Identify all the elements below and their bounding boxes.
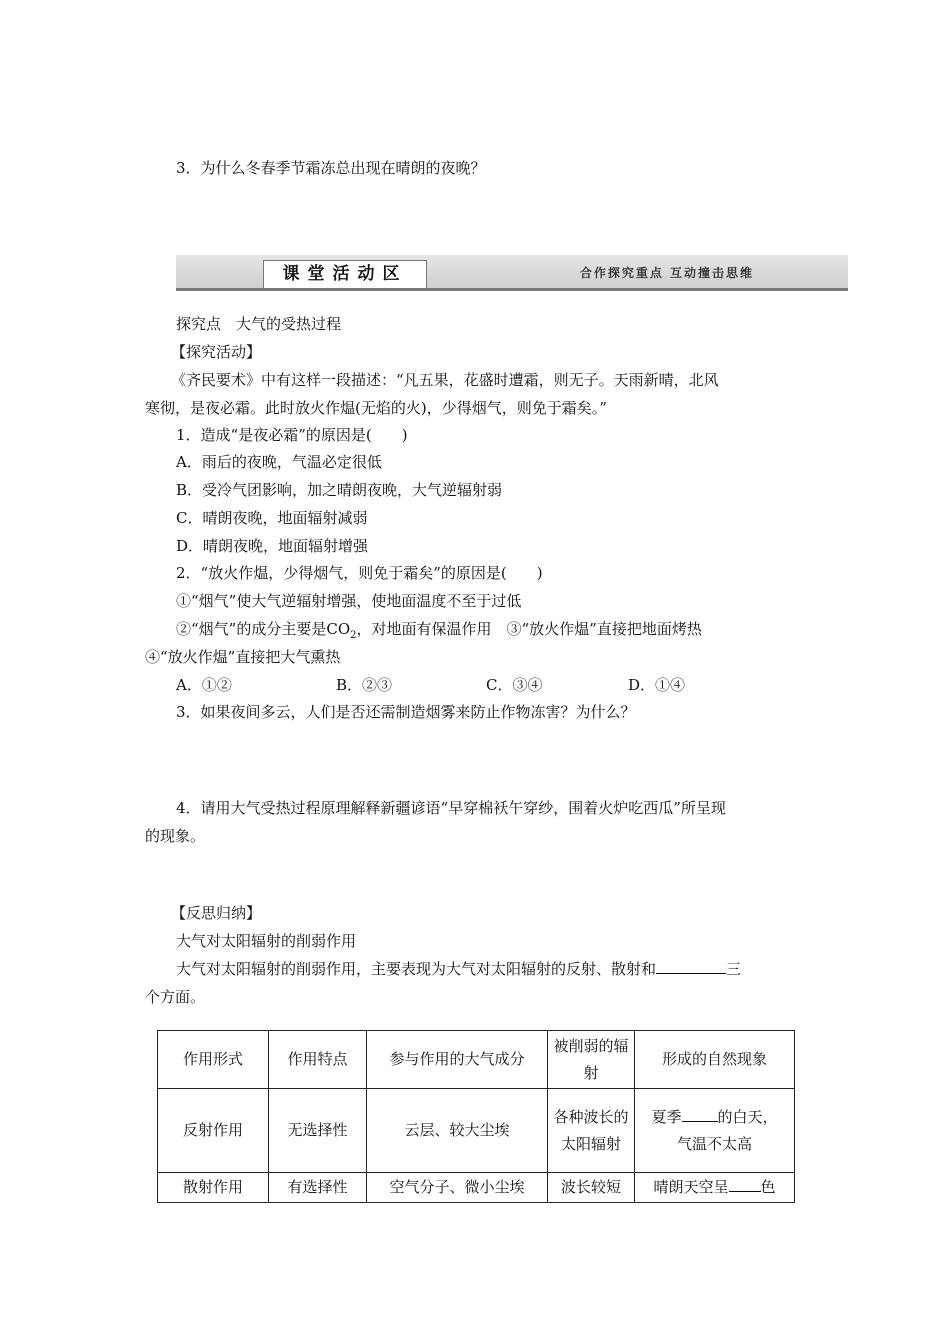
table-header-cell: 作用形式 <box>158 1031 269 1089</box>
summary-text-line-1 <box>176 959 741 979</box>
table-cell: 波长较短 <box>548 1173 635 1203</box>
inquiry-heading: 探究点 大气的受热过程 <box>176 315 342 333</box>
question-1-option-c: C．晴朗夜晚，地面辐射减弱 <box>176 509 368 527</box>
passage-line-2: 寒彻，是夜必霜。此时放火作煴(无焰的火)，少得烟气，则免于霜矣。” <box>145 399 607 417</box>
question-4-line-2: 的现象。 <box>145 827 206 845</box>
cell-text: 夏季 <box>651 1107 682 1126</box>
section-banner <box>176 255 848 291</box>
question-2-option-a: A．①② <box>176 676 232 694</box>
question-2-option-b: B．②③ <box>336 676 393 694</box>
cell-text: 晴朗天空呈 <box>653 1178 729 1196</box>
table-header-row <box>158 1031 795 1089</box>
banner-slogan: 合作探究重点 互动撞击思维 <box>579 266 754 280</box>
table-cell <box>635 1173 795 1203</box>
table-cell: 散射作用 <box>158 1173 269 1203</box>
table-header-cell: 参与作用的大气成分 <box>367 1031 548 1089</box>
statement-2-text: ②“烟气”的成分主要是CO <box>176 620 351 638</box>
activity-label: 【探究活动】 <box>171 343 262 361</box>
question-2-statement-2-3 <box>176 619 702 646</box>
question-1-option-b: B．受冷气团影响，加之晴朗夜晚，大气逆辐射弱 <box>176 481 503 499</box>
statement-3-text: ，对地面有保温作用 ③“放火作煴”直接把地面烤热 <box>356 620 702 638</box>
radiation-weakening-table <box>157 1030 795 1203</box>
summary-text: 大气对太阳辐射的削弱作用，主要表现为大气对太阳辐射的反射、散射和 <box>176 960 657 978</box>
table-row <box>158 1173 795 1203</box>
question-1-stem: 1．造成“是夜必霜”的原因是( ) <box>176 426 408 444</box>
question-2-statement-4: ④“放火作煴”直接把大气熏热 <box>145 648 341 666</box>
banner-title: 课堂活动区 <box>263 260 427 288</box>
table-header-cell: 形成的自然现象 <box>635 1031 795 1089</box>
top-question: 3．为什么冬春季节霜冻总出现在晴朗的夜晚？ <box>176 159 486 177</box>
table-cell: 空气分子、微小尘埃 <box>367 1173 548 1203</box>
question-2-options <box>176 675 685 695</box>
question-2-option-c: C．③④ <box>486 676 543 694</box>
summary-text-end: 三 <box>726 960 742 978</box>
cell-text: 色 <box>760 1178 776 1196</box>
co2-subscript: 2 <box>350 630 357 641</box>
question-2-statement-1: ①“烟气”使大气逆辐射增强，使地面温度不至于过低 <box>176 592 522 610</box>
summary-subtitle: 大气对太阳辐射的削弱作用 <box>176 932 357 950</box>
question-2-option-d: D．①④ <box>628 676 686 694</box>
table-cell: 有选择性 <box>269 1173 367 1203</box>
fill-blank[interactable] <box>729 1177 761 1192</box>
table-header-cell: 作用特点 <box>269 1031 367 1089</box>
table-cell: 各种波长的太阳辐射 <box>548 1089 635 1173</box>
table-cell: 反射作用 <box>158 1089 269 1173</box>
summary-text-line-2: 个方面。 <box>145 988 206 1006</box>
table-header-cell: 被削弱的辐射 <box>548 1031 635 1089</box>
cell-text: 的白天， <box>717 1107 778 1126</box>
question-3: 3．如果夜间多云，人们是否还需制造烟雾来防止作物冻害？为什么？ <box>176 703 636 721</box>
fill-blank[interactable] <box>682 1107 718 1122</box>
question-1-option-a: A．雨后的夜晚，气温必定很低 <box>176 453 382 471</box>
fill-blank[interactable] <box>656 959 726 974</box>
table-cell: 云层、较大尘埃 <box>367 1089 548 1173</box>
question-1-option-d: D．晴朗夜晚，地面辐射增强 <box>176 537 369 555</box>
passage-line-1: 《齐民要术》中有这样一段描述：“凡五果，花盛时遭霜，则无子。天雨新晴，北风 <box>171 371 719 389</box>
table-row <box>158 1089 795 1173</box>
cell-text: 气温不太高 <box>676 1134 752 1153</box>
table-cell: 无选择性 <box>269 1089 367 1173</box>
reflection-label: 【反思归纳】 <box>171 904 262 922</box>
table-cell <box>635 1089 795 1173</box>
question-2-stem: 2．“放火作煴，少得烟气，则免于霜矣”的原因是( ) <box>176 564 543 582</box>
question-4-line-1: 4．请用大气受热过程原理解释新疆谚语“早穿棉袄午穿纱，围着火炉吃西瓜”所呈现 <box>176 799 726 817</box>
